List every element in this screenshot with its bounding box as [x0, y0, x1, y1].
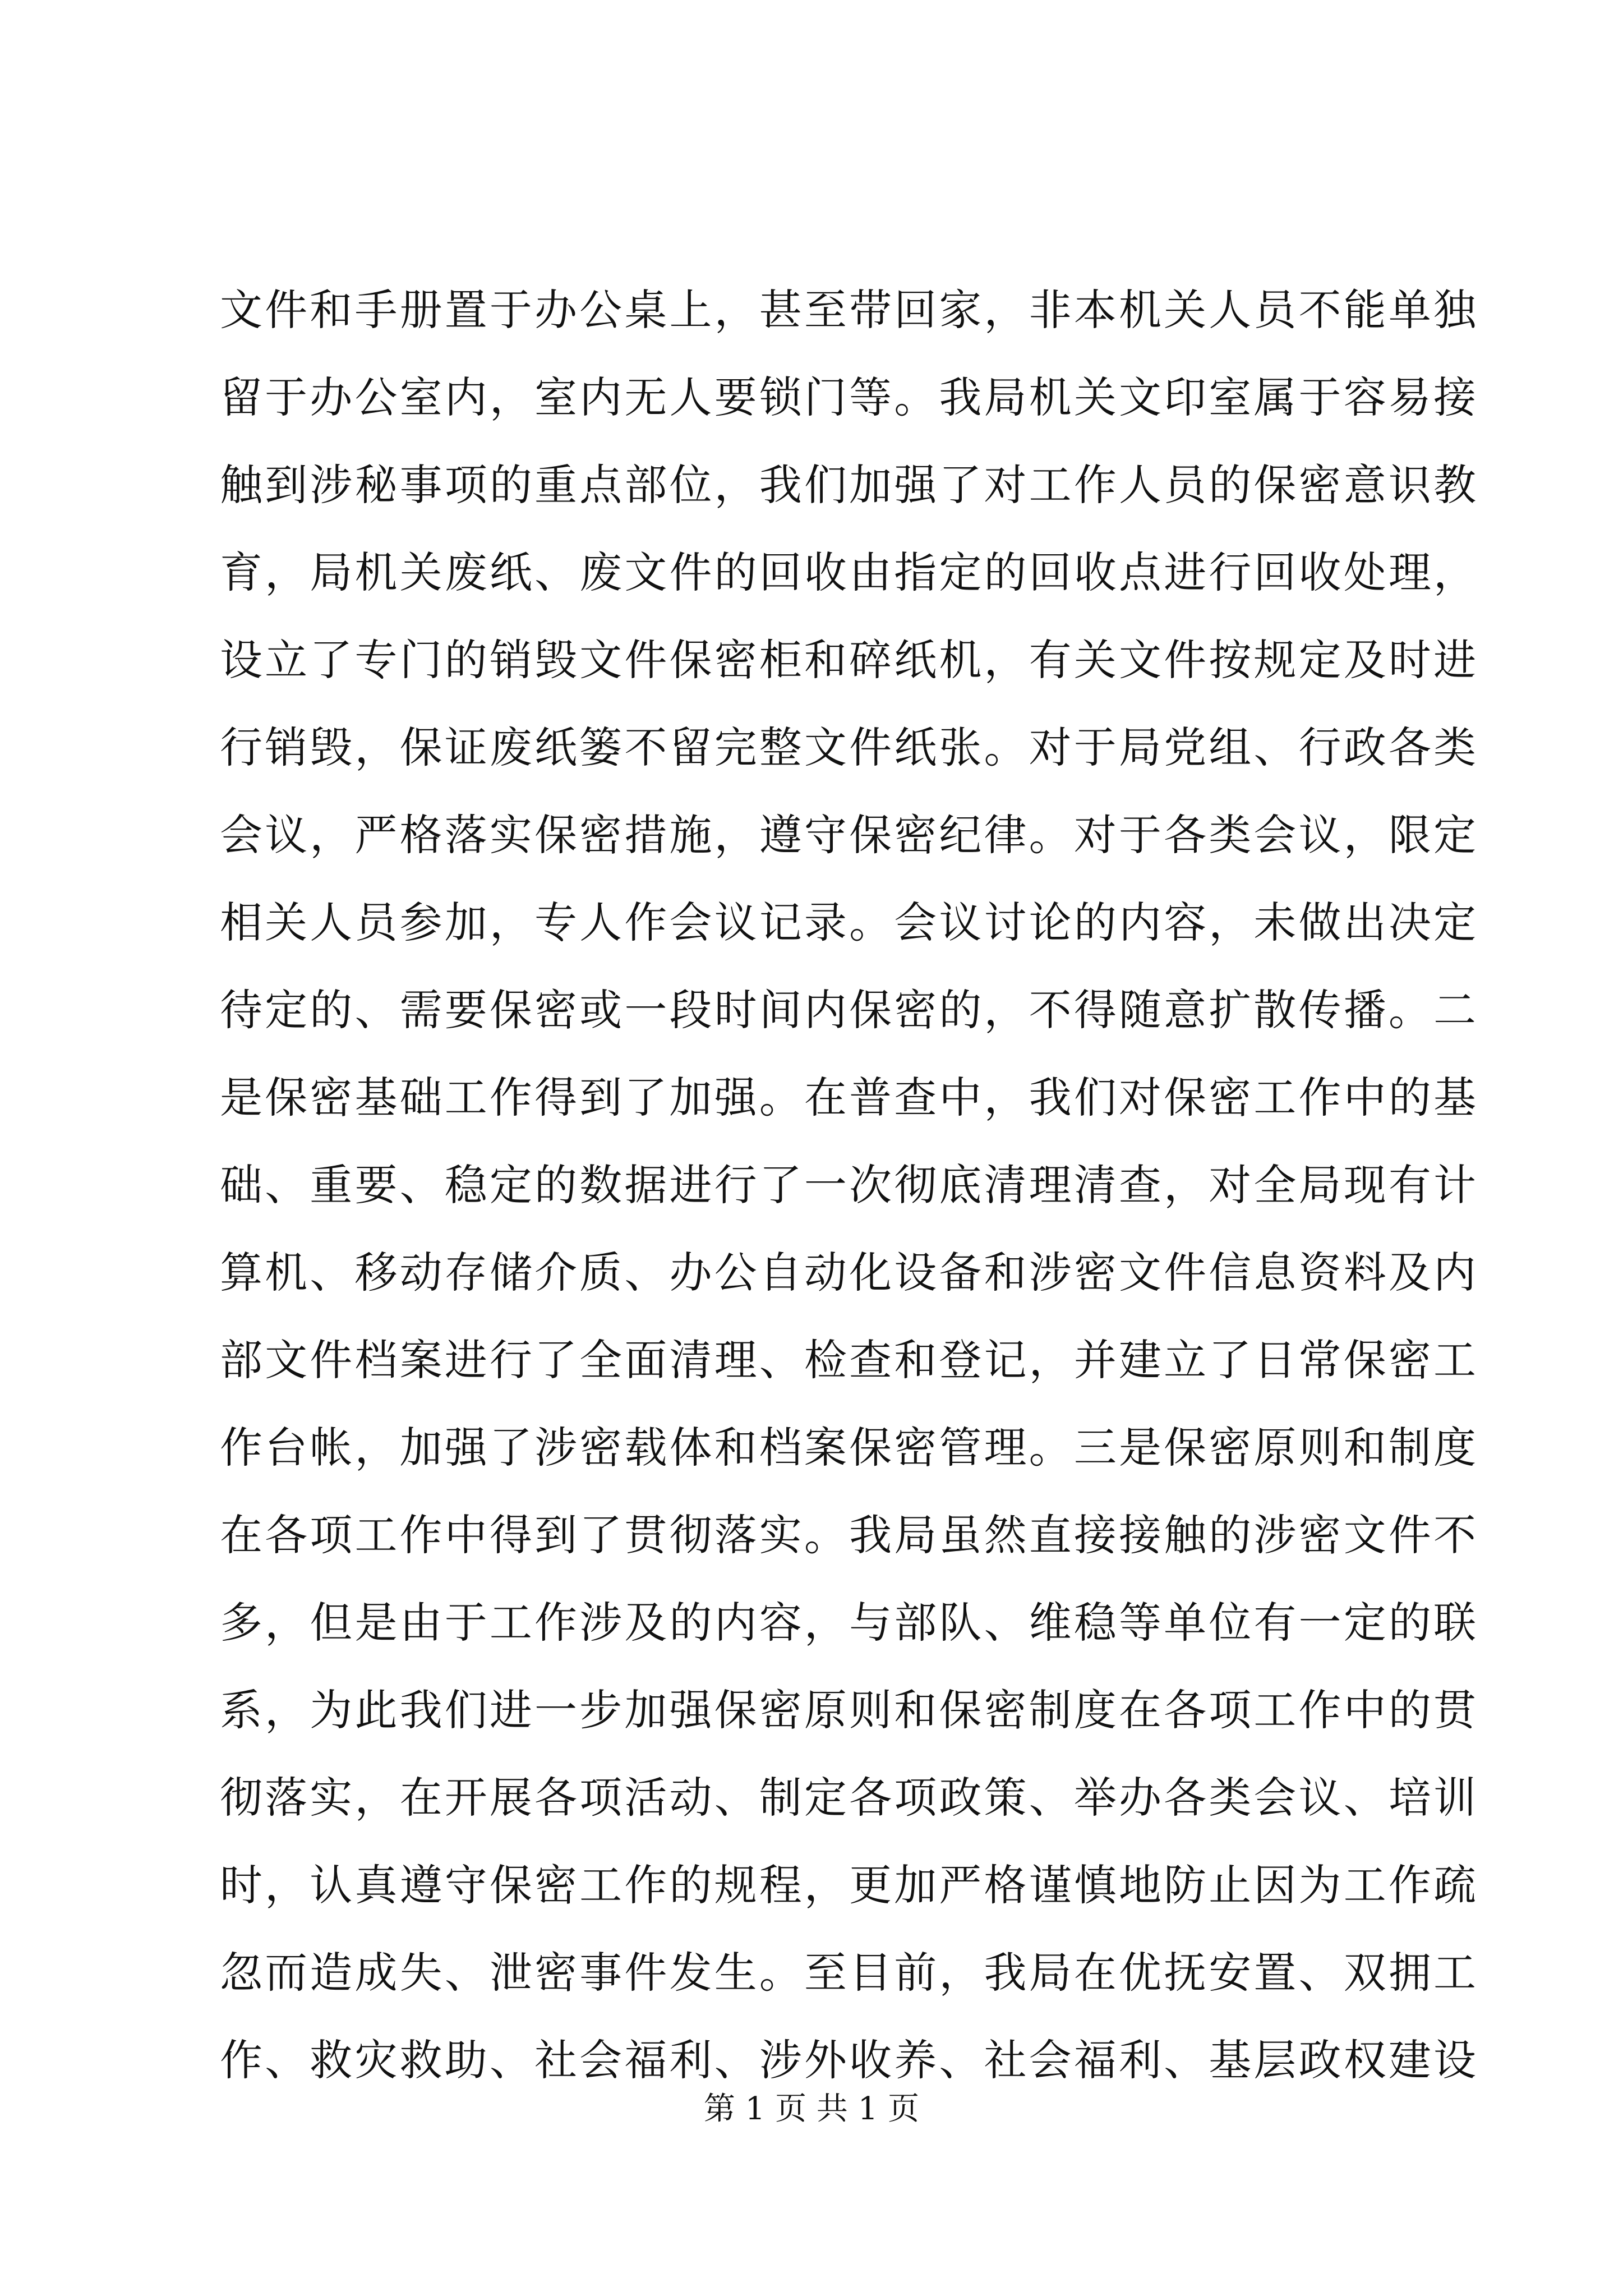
- text-line: 文件和手册置于办公桌上，甚至带回家，非本机关人员不能单独: [220, 285, 1476, 335]
- text-line: 彻落实，在开展各项活动、制定各项政策、举办各类会议、培训: [220, 1773, 1476, 1823]
- text-line: 忽而造成失、泄密事件发生。至目前，我局在优抚安置、双拥工: [220, 1948, 1476, 1998]
- text-line: 是保密基础工作得到了加强。在普查中，我们对保密工作中的基: [220, 1073, 1476, 1122]
- text-line: 会议，严格落实保密措施，遵守保密纪律。对于各类会议，限定: [220, 810, 1476, 860]
- body-text: [220, 266, 1476, 2104]
- text-line: 时，认真遵守保密工作的规程，更加严格谨慎地防止因为工作疏: [220, 1860, 1476, 1910]
- page-footer: [0, 2087, 1623, 2132]
- text-line: 作、救灾救助、社会福利、涉外收养、社会福利、基层政权建设: [220, 2035, 1476, 2085]
- text-line: 设立了专门的销毁文件保密柜和碎纸机，有关文件按规定及时进: [220, 635, 1476, 685]
- text-line: 部文件档案进行了全面清理、检查和登记，并建立了日常保密工: [220, 1335, 1476, 1385]
- text-line: 育，局机关废纸、废文件的回收由指定的回收点进行回收处理，: [220, 547, 1476, 597]
- text-line: 作台帐，加强了涉密载体和档案保密管理。三是保密原则和制度: [220, 1423, 1476, 1473]
- text-line: 待定的、需要保密或一段时间内保密的，不得随意扩散传播。二: [220, 985, 1476, 1035]
- text-line: 相关人员参加，专人作会议记录。会议讨论的内容，未做出决定: [220, 898, 1476, 947]
- text-line: 触到涉秘事项的重点部位，我们加强了对工作人员的保密意识教: [220, 460, 1476, 510]
- text-line: 算机、移动存储介质、办公自动化设备和涉密文件信息资料及内: [220, 1248, 1476, 1297]
- text-line: 系，为此我们进一步加强保密原则和保密制度在各项工作中的贯: [220, 1685, 1476, 1735]
- text-line: 行销毁，保证废纸篓不留完整文件纸张。对于局党组、行政各类: [220, 723, 1476, 772]
- text-line: 在各项工作中得到了贯彻落实。我局虽然直接接触的涉密文件不: [220, 1510, 1476, 1560]
- text-line: 础、重要、稳定的数据进行了一次彻底清理清查，对全局现有计: [220, 1160, 1476, 1210]
- text-line: 留于办公室内，室内无人要锁门等。我局机关文印室属于容易接: [220, 372, 1476, 422]
- page-number-label: 第 1 页 共 1 页: [703, 2091, 920, 2127]
- text-line: 多，但是由于工作涉及的内容，与部队、维稳等单位有一定的联: [220, 1598, 1476, 1648]
